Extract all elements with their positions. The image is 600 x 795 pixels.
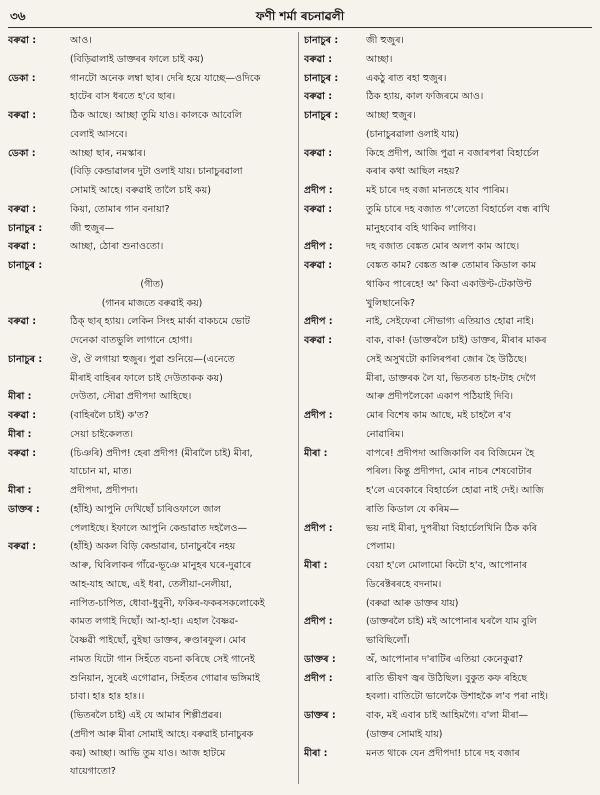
dialogue-text: দেউতা, সৌৱা প্ৰদীপদা আহিছে। [70, 391, 192, 403]
dialogue-line [8, 295, 296, 314]
dialogue-text [70, 257, 296, 276]
speaker-name [8, 745, 70, 764]
dialogue-line [304, 370, 592, 389]
speaker-name [8, 632, 70, 651]
dialogue-line [8, 688, 296, 707]
dialogue-line [8, 276, 296, 295]
speaker-name [304, 632, 366, 651]
stage-direction: সেই অসুখটো কালিৰপৰা জোৰ হৈ উঠিছে। [366, 353, 527, 365]
page-number: ৩৬ [10, 9, 26, 23]
speaker-name [304, 370, 366, 389]
dialogue-text: ৰাতি ভীষণ জ্বৰ উঠিছিল। বুকুত কফ ৰহিছে [366, 672, 528, 684]
speaker-name [304, 576, 366, 595]
speaker-name [8, 370, 70, 389]
dialogue-text: ঠিক্ ছাৰ্ হ্যায়। লেকিন সিংহ মাৰ্কা বাকচমে ভোট [70, 316, 250, 328]
stage-direction: বৈষ্ণৱী পাইছোঁ, বুইছা ডাক্তৰ, ৰুণ্ডাৰফুল। মোৰ [70, 635, 247, 646]
stage-direction: মীৰা, ডাক্তৰক লৈ যা, ভিতৰত চাহ-টাহ দেগৈ [366, 372, 536, 384]
speaker-name: মীৰা : [8, 391, 32, 403]
dialogue-line [304, 332, 592, 351]
dialogue-line [8, 32, 296, 51]
dialogue-line [304, 32, 592, 51]
speaker-name [8, 707, 70, 726]
dialogue-line [304, 313, 592, 332]
stage-direction: মীৰাই বাহিৰৰ ফালে চাই দেউতাকক কয়) [70, 372, 223, 384]
stage-direction: (বিড়িৱালাই ডাক্তৰৰ ফালে চাই কয়) [70, 53, 204, 65]
dialogue-text: তুমি চাৰে দহ বজাত গ'লেতো বিহাৰ্চেল বন্ধ ৰাখি [366, 203, 550, 215]
dialogue-text: (হাঁহি) অকল বিড়ি কেন্ডাৱাৰ, চানাচুৰৰৈ নহয় [70, 541, 236, 553]
stage-direction: থাকিব পাৰেহে! অ' কিবা একাউণ্ট-টেকাউণ্ট [366, 278, 532, 290]
dialogue-text: জী হুজুৰ। [366, 35, 404, 46]
dialogue-line [8, 763, 296, 782]
dialogue-text: (বাহিৰলৈ চাই) ক'ত? [70, 410, 149, 421]
dialogue-line [304, 257, 592, 276]
speaker-name: ডেকা : [8, 147, 36, 159]
dialogue-line [304, 745, 592, 764]
dialogue-line [8, 745, 296, 764]
dialogue-line [304, 201, 592, 220]
dialogue-line [8, 88, 296, 107]
dialogue-line [8, 501, 296, 520]
speaker-name: মীৰা : [8, 428, 32, 440]
stage-direction: মানুহবোৰ বহি থাকিব লাগিব। [366, 222, 477, 234]
stage-direction: কামত লগাই দিছোঁ। আ-হা-হা। এহাল বৈষ্ণৱ- [70, 616, 239, 628]
speaker-name: বৰুৱা : [304, 260, 333, 271]
speaker-name: বৰুৱা : [8, 35, 37, 46]
dialogue-text: (হাঁহি) আপুনি দেখিছোঁ চাৰিওফালে জাল [70, 503, 221, 515]
speaker-name [8, 163, 70, 182]
speaker-name [304, 388, 366, 407]
dialogue-line [8, 201, 296, 220]
dialogue-line [304, 182, 592, 201]
stage-direction: হাটেৰ বাস ধৰতে হ'বে ছাৰ। [70, 91, 176, 103]
speaker-name: প্ৰদীপ : [304, 522, 333, 534]
stage-direction: পৰিল। কিন্তু প্ৰদীপদা, মোৰ নাচৰ শেষবোটাৰ [366, 466, 532, 478]
dialogue-text: আচ্ছা। [366, 53, 393, 65]
speaker-name: প্ৰদীপ : [304, 672, 333, 684]
dialogue-text: আচ্ছা ছাৰ, নমস্কাৰ। [70, 147, 146, 159]
stage-direction: আৰু, ঘিৰিলাকৰ গাঁৱে-ভূঞে মানুহৰ ঘৰে-দুৱাৰে [70, 560, 252, 571]
dialogue-line [304, 126, 592, 145]
speaker-name [304, 351, 366, 370]
stage-direction: আৰু প্ৰদীপলৈকো একাপ পঠিয়াই দিবি। [366, 391, 514, 403]
dialogue-line [8, 576, 296, 595]
stage-direction: নামত যিটো গান সিহঁতে বচনা কৰিছে সেই গানেই [70, 653, 255, 665]
dialogue-text: ঠিক হ্যায়, কাল ফজিৰমে আও। [366, 91, 484, 103]
dialogue-line [304, 388, 592, 407]
dialogue-line [304, 276, 592, 295]
dialogue-text: আও। [70, 35, 92, 46]
dialogue-line [304, 351, 592, 370]
speaker-name [8, 688, 70, 707]
dialogue-line [304, 576, 592, 595]
book-title: ফণী শৰ্মা ৰচনাৱলী [255, 9, 345, 23]
speaker-name: চানাচুৰ : [8, 260, 43, 271]
dialogue-line [304, 482, 592, 501]
dialogue-line [8, 445, 296, 464]
speaker-name: ডেকা : [8, 72, 36, 84]
speaker-name [8, 651, 70, 670]
stage-direction: (বৰুৱা আৰু ডাক্তৰ যায়) [366, 597, 459, 609]
dialogue-line [8, 613, 296, 632]
dialogue-text: বাক, বাক! (ডাক্তৰলৈ চাই) ডাক্তৰ, মীৰাৰ মাকৰ [366, 335, 547, 346]
stage-direction: খুলিছানেকি? [366, 297, 415, 309]
speaker-name: বৰুৱা : [304, 147, 333, 159]
dialogue-line [8, 482, 296, 501]
stage-direction: (প্ৰদীপ আৰু মীৰা সোমাই আহে। বৰুৱাই চানাচুৰক [70, 728, 254, 740]
stage-direction: (গানৰ মাজতে বৰুৱাই কয়) [101, 297, 203, 309]
speaker-name: প্ৰদীপ : [304, 410, 333, 421]
speaker-name [304, 276, 366, 295]
dialogue-line [304, 651, 592, 670]
dialogue-text: অঁ, আপোনাৰ দ'ৰাটিৰ এতিয়া কেনেকুৱা? [366, 653, 524, 665]
dialogue-text: জী হুজুৰ— [70, 222, 115, 234]
speaker-name: মীৰা : [8, 485, 32, 496]
stage-direction: নাপিত-চাপিত, ধোবা-ধুবুনী, ফকিৰ-ফকৰসকলোকেই [70, 597, 265, 609]
stage-direction: আহ-যাহ আছে, এই ধৰা, তেলীয়া-নেলীয়া, [70, 578, 232, 590]
dialogue-line [8, 182, 296, 201]
speaker-name: মীৰা : [304, 447, 328, 459]
speaker-name: বৰুৱা : [8, 316, 37, 328]
dialogue-line [8, 220, 296, 239]
dialogue-line [304, 238, 592, 257]
speaker-name: বৰুৱা : [8, 203, 37, 215]
speaker-name [304, 482, 366, 501]
speaker-name [8, 520, 70, 539]
stage-direction: (গীত) [140, 278, 164, 290]
stage-direction: (ভিতৰলৈ চাই) এই যে আমাৰ শিল্পীপ্ৰৱৰ। [70, 710, 222, 721]
dialogue-line [304, 613, 592, 632]
stage-direction: সোমাই আহে। বৰুৱাই তালৈ চাই কয়) [70, 185, 212, 196]
dialogue-text: সেয়া চাইকেলত। [70, 428, 134, 440]
speaker-name: প্ৰদীপ : [304, 185, 333, 196]
stage-direction: হবলা। বাতিটো ভালেকৈ উশাহকৈ ল'ব পৰা নাই। [366, 691, 549, 703]
dialogue-text: আচ্ছা, ঠোৰা শুনাওতো। [70, 241, 164, 253]
speaker-name: চানাচুৰ : [8, 353, 43, 365]
speaker-name: বৰুৱা : [304, 335, 333, 346]
dialogue-line [8, 407, 296, 426]
speaker-name [304, 538, 366, 557]
dialogue-text: বেয়া হ'লে মোলামো কিটো হ'ব, আপোনাৰ [366, 560, 528, 571]
speaker-name [8, 51, 70, 70]
speaker-name [304, 688, 366, 707]
speaker-name [8, 182, 70, 201]
speaker-name: বৰুৱা : [304, 91, 333, 103]
stage-direction: যায়েগাতো? [70, 766, 116, 778]
dialogue-text: আচ্ছা হুজুৰ। [366, 110, 416, 121]
dialogue-line [304, 726, 592, 745]
speaker-name [304, 426, 366, 445]
dialogue-line [8, 107, 296, 126]
speaker-name: বৰুৱা : [8, 541, 37, 553]
dialogue-text: (ডাক্তৰলৈ চাই) মই আপোনাৰ ঘৰলৈ যাম বুলি [366, 616, 537, 628]
speaker-name: বৰুৱা : [8, 110, 37, 121]
dialogue-line [304, 51, 592, 70]
speaker-name [8, 463, 70, 482]
dialogue-line [304, 688, 592, 707]
dialogue-line [304, 88, 592, 107]
stage-direction: ভাবিছিলোঁ। [366, 635, 410, 646]
speaker-name: ডাক্তৰ : [304, 653, 336, 665]
dialogue-line [304, 538, 592, 557]
dialogue-text: (চিঞৰি) প্ৰদীপ! হেৰা প্ৰদীপ! (মীৰালৈ চাই) মীৰা, [70, 447, 253, 459]
dialogue-text: দহ বজাত বেঙ্কত মোৰ অলপ কাম আছে। [366, 241, 520, 253]
stage-direction: কয়) আচ্ছা। আভি তুম যাও। আজ হাটমে [70, 747, 226, 759]
speaker-name [8, 726, 70, 745]
stage-direction: (চানাচুৰৱালা ওলাই যায়) [366, 128, 459, 140]
dialogue-text: নাই, সেইফেৰা সৌভাগ্য এতিয়াও হোৱা নাই। [366, 316, 534, 328]
dialogue-text: মনত থাকে যেন প্ৰদীপদা! চাৰে দহ বজাৰ [366, 747, 520, 759]
stage-direction: (ডাক্তৰ সোমাই যায়) [366, 728, 443, 740]
dialogue-line [8, 557, 296, 576]
dialogue-line [304, 107, 592, 126]
speaker-name [8, 88, 70, 107]
dialogue-text: মই চাৰে দহ বজা মানতহে যাব পাৰিম। [366, 185, 509, 196]
dialogue-line [8, 707, 296, 726]
dialogue-text: ভয় নাই মীৰা, দুপৰীয়া বিহাৰ্চেলখিনি ঠিক কৰি [366, 522, 538, 534]
dialogue-line [8, 426, 296, 445]
speaker-name [304, 463, 366, 482]
dialogue-text: একঠু ৰাত ৰহা হুজুৰ। [366, 72, 447, 84]
dialogue-line [304, 426, 592, 445]
dialogue-line [304, 463, 592, 482]
speaker-name [8, 126, 70, 145]
dialogue-line [8, 332, 296, 351]
dialogue-line [304, 445, 592, 464]
dialogue-line [8, 313, 296, 332]
right-column [304, 32, 592, 763]
speaker-name: বৰুৱা : [8, 447, 37, 459]
dialogue-line [8, 520, 296, 539]
dialogue-line [8, 70, 296, 89]
stage-direction: ডিৰেক্টৰৰহে বদনাম। [366, 578, 442, 590]
dialogue-line [8, 538, 296, 557]
speaker-name: বৰুৱা : [8, 241, 37, 253]
dialogue-line [304, 163, 592, 182]
speaker-name: প্ৰদীপ : [304, 241, 333, 253]
speaker-name: চানাচুৰ : [304, 110, 339, 121]
speaker-name: ডাক্তৰ : [8, 503, 40, 515]
dialogue-line [304, 557, 592, 576]
dialogue-line [8, 51, 296, 70]
dialogue-text: বাপৰে! প্ৰদীপদা আজিকালি বৰ বিজিমেন হৈ [366, 447, 535, 459]
dialogue-line [8, 351, 296, 370]
stage-direction: যাচোন মা, মাত। [70, 466, 132, 478]
speaker-name [304, 595, 366, 614]
dialogue-line [8, 651, 296, 670]
speaker-name: বৰুৱা : [8, 410, 37, 421]
dialogue-text: প্ৰদীপদা, প্ৰদীপদা। [70, 485, 139, 496]
speaker-name: প্ৰদীপ : [304, 616, 333, 628]
dialogue-line [8, 257, 296, 276]
dialogue-line [8, 595, 296, 614]
speaker-name: প্ৰদীপ : [304, 316, 333, 328]
speaker-name [8, 595, 70, 614]
dialogue-line [8, 463, 296, 482]
speaker-name: চানাচুৰ : [304, 35, 339, 46]
dialogue-line [8, 632, 296, 651]
dialogue-line [8, 670, 296, 689]
speaker-name [8, 670, 70, 689]
dialogue-line [304, 407, 592, 426]
dialogue-line [304, 632, 592, 651]
speaker-name: বৰুৱা : [304, 53, 333, 65]
dialogue-text: মোৰ বিশেষ কাম আছে, মই চাহলৈ ৰ'ব [366, 410, 512, 421]
speaker-name [304, 220, 366, 239]
dialogue-text: বেঙ্কত কাম? বেঙ্কত আৰু তোমাৰ কিডাল কাম [366, 260, 537, 271]
speaker-name [304, 126, 366, 145]
stage-direction: শুনিয়ান, সুৰেই এগোৱান, সিহঁতৰ গোৱাৰ ভঙ্গিমাই [70, 672, 261, 684]
dialogue-line [304, 520, 592, 539]
speaker-name [304, 163, 366, 182]
stage-direction: পেলাইছে। ইফালে আপুনি কেন্ডাৱাত দহলৈও— [70, 522, 248, 534]
dialogue-line [304, 501, 592, 520]
dialogue-line [8, 145, 296, 164]
dialogue-line [8, 370, 296, 389]
dialogue-line [304, 70, 592, 89]
dialogue-line [8, 388, 296, 407]
speaker-name [8, 763, 70, 782]
dialogue-line [304, 670, 592, 689]
speaker-name [304, 726, 366, 745]
stage-direction: বেলাই আসবে। [70, 128, 128, 140]
dialogue-line [304, 707, 592, 726]
speaker-name [304, 501, 366, 520]
speaker-name [8, 557, 70, 576]
stage-direction: নোৱাৰিম। [366, 428, 404, 440]
stage-direction: হ'লে এবেকাৰে বিহাৰ্চেল হোৱা নাই দেই। আজি [366, 485, 544, 496]
left-column [8, 32, 296, 782]
dialogue-line [304, 145, 592, 164]
dialogue-line [8, 126, 296, 145]
dialogue-line [8, 238, 296, 257]
stage-direction: কৰাৰ কথা আছিল নহয়? [366, 166, 460, 178]
speaker-name: ডাক্তৰ : [304, 710, 336, 721]
dialogue-text: কিহে প্ৰদীপ, আজি পুৱা ন বজাৰপৰা বিহাৰ্চেল [366, 147, 540, 159]
dialogue-text: গানটো অনেক লম্বা ছাৰ। দেৰি হয়ে যাচ্ছে—ওদিকে [70, 72, 261, 84]
stage-direction: পেলাম। [366, 541, 396, 553]
dialogue-text: ঠিক আছে। আচ্ছা তুমি যাও। কালকে আবেলি [70, 110, 242, 121]
stage-direction: (বিড়ি কেন্ডাৱালৰ দুটা ওলাই যায়। চানাচুৰৱালা [70, 166, 243, 178]
stage-direction: ৰাতি কিডাল যে কৰিম— [366, 503, 459, 515]
dialogue-line [304, 295, 592, 314]
header-rule [8, 27, 592, 28]
dialogue-text: বাক, মই এবাৰ চাই আহিমগৈ। ব'লা মীৰা— [366, 710, 529, 721]
speaker-name [8, 613, 70, 632]
dialogue-line [8, 163, 296, 182]
speaker-name: চানাচুৰ : [304, 72, 339, 84]
dialogue-text: কিয়া, তোমাৰ গান বনায়া? [70, 203, 170, 215]
stage-direction: চাবা। হাঃ হাঃ হাঃ।। [70, 691, 145, 703]
column-divider [298, 32, 299, 784]
speaker-name: মীৰা : [304, 747, 328, 759]
dialogue-line [304, 220, 592, 239]
speaker-name [8, 332, 70, 351]
dialogue-text: ঔ, ঔ লগায়া হুজুৰ। পুৱা শুনিয়ে—(এনেতে [70, 353, 235, 365]
dialogue-line [304, 595, 592, 614]
dialogue-line [8, 726, 296, 745]
speaker-name [8, 576, 70, 595]
speaker-name: বৰুৱা : [304, 203, 333, 215]
speaker-name [304, 295, 366, 314]
speaker-name: মীৰা : [304, 560, 328, 571]
speaker-name: চানাচুৰ : [8, 222, 43, 234]
stage-direction: দেনেকা বাতভুলি লাগানে হোগা। [70, 335, 193, 346]
